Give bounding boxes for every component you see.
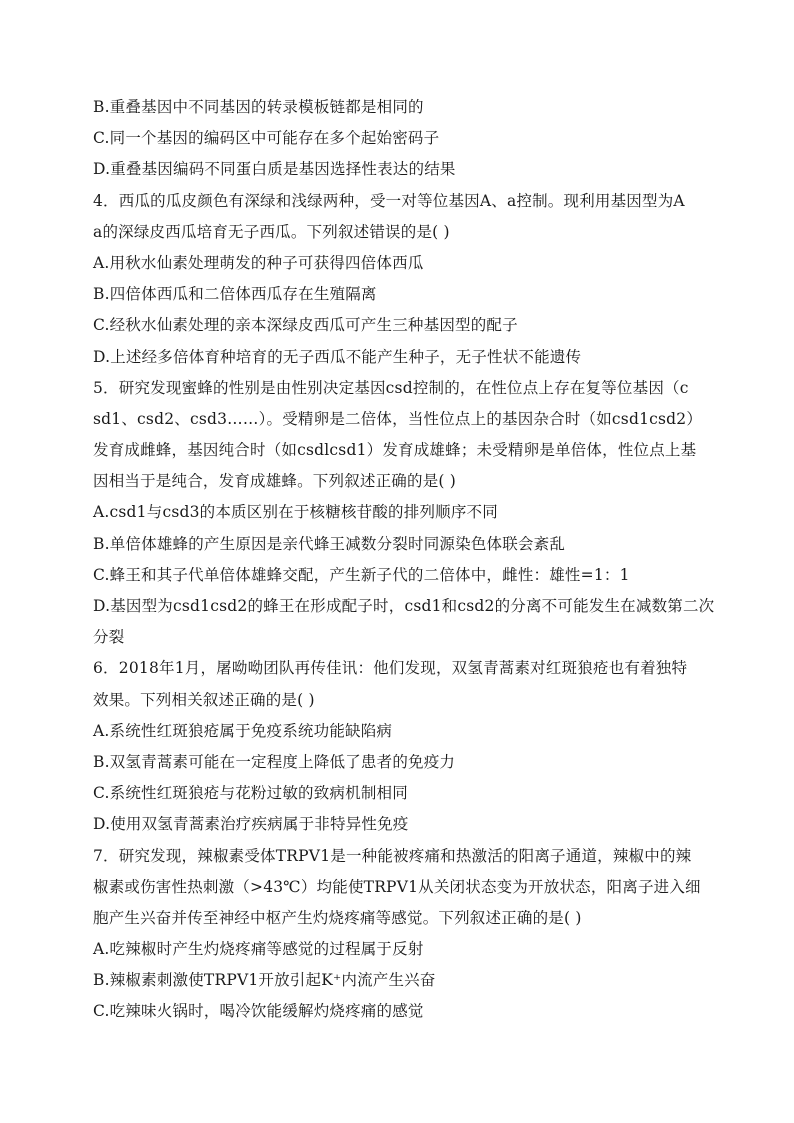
option-a: A.用秋水仙素处理萌发的种子可获得四倍体西瓜 bbox=[93, 253, 424, 272]
option-c: C.经秋水仙素处理的亲本深绿皮西瓜可产生三种基因型的配子 bbox=[93, 316, 518, 335]
option-d: D.上述经多倍体育种培育的无子西瓜不能产生种子，无子性状不能遗传 bbox=[93, 347, 582, 366]
option-c: C.蜂王和其子代单倍体雄蜂交配，产生新子代的二倍体中，雌性：雄性=1：1 bbox=[93, 565, 630, 584]
text-line: sd1、csd2、csd3……）。受精卵是二倍体，当性位点上的基因杂合时（如csd1csd2） bbox=[93, 409, 703, 428]
option-a: A.csd1与csd3的本质区别在于核糖核苷酸的排列顺序不同 bbox=[93, 503, 498, 522]
option-c: C.系统性红斑狼疮与花粉过敏的致病机制相同 bbox=[93, 784, 408, 803]
text-line: 因相当于是纯合，发育成雄蜂。下列叙述正确的是( ) bbox=[93, 472, 457, 491]
text-line: D.重叠基因编码不同蛋白质是基因选择性表达的结果 bbox=[93, 160, 456, 179]
text-line: C.同一个基因的编码区中可能存在多个起始密码子 bbox=[93, 129, 440, 148]
question-5-stem: 5．研究发现蜜蜂的性别是由性别决定基因csd控制的，在性位点上存在复等位基因（c bbox=[93, 378, 689, 397]
option-a: A.吃辣椒时产生灼烧疼痛等感觉的过程属于反射 bbox=[93, 940, 424, 959]
text-line: a的深绿皮西瓜培育无子西瓜。下列叙述错误的是( ) bbox=[93, 222, 450, 241]
document-page bbox=[93, 92, 715, 1028]
option-b: B.双氢青蒿素可能在一定程度上降低了患者的免疫力 bbox=[93, 752, 456, 771]
text-line: B.重叠基因中不同基因的转录模板链都是相同的 bbox=[93, 98, 424, 116]
text-line: 胞产生兴奋并传至神经中枢产生灼烧疼痛等感觉。下列叙述正确的是( ) bbox=[93, 908, 582, 927]
option-b: B.辣椒素刺激使TRPV1开放引起K⁺内流产生兴奋 bbox=[93, 971, 436, 990]
option-d: D.基因型为csd1csd2的蜂王在形成配子时，csd1和csd2的分离不可能发生在减数第二次 bbox=[93, 597, 715, 615]
option-b: B.单倍体雄蜂的产生原因是亲代蜂王减数分裂时同源染色体联会紊乱 bbox=[93, 534, 566, 553]
question-4-stem: 4．西瓜的瓜皮颜色有深绿和浅绿两种，受一对等位基因A、a控制。现利用基因型为A bbox=[93, 191, 685, 210]
option-a: A.系统性红斑狼疮属于免疫系统功能缺陷病 bbox=[93, 721, 393, 740]
text-line: 发育成雌蜂，基因纯合时（如csdlcsd1）发育成雄蜂；未受精卵是单倍体，性位点上基 bbox=[93, 441, 697, 460]
question-6-stem: 6．2018年1月，屠呦呦团队再传佳讯：他们发现，双氢青蒿素对红斑狼疮也有着独特 bbox=[93, 659, 688, 678]
text-line: 椒素或伤害性热刺激（>43℃）均能使TRPV1从关闭状态变为开放状态，阳离子进入细 bbox=[93, 877, 701, 896]
question-7-stem: 7．研究发现，辣椒素受体TRPV1是一种能被疼痛和热激活的阳离子通道，辣椒中的辣 bbox=[93, 846, 692, 865]
option-c: C.吃辣味火锅时，喝冷饮能缓解灼烧疼痛的感觉 bbox=[93, 1002, 424, 1021]
option-b: B.四倍体西瓜和二倍体西瓜存在生殖隔离 bbox=[93, 285, 377, 304]
option-d: D.使用双氢青蒿素治疗疾病属于非特异性免疫 bbox=[93, 815, 409, 834]
text-line: 分裂 bbox=[93, 628, 125, 647]
text-line: 效果。下列相关叙述正确的是( ) bbox=[93, 690, 315, 709]
